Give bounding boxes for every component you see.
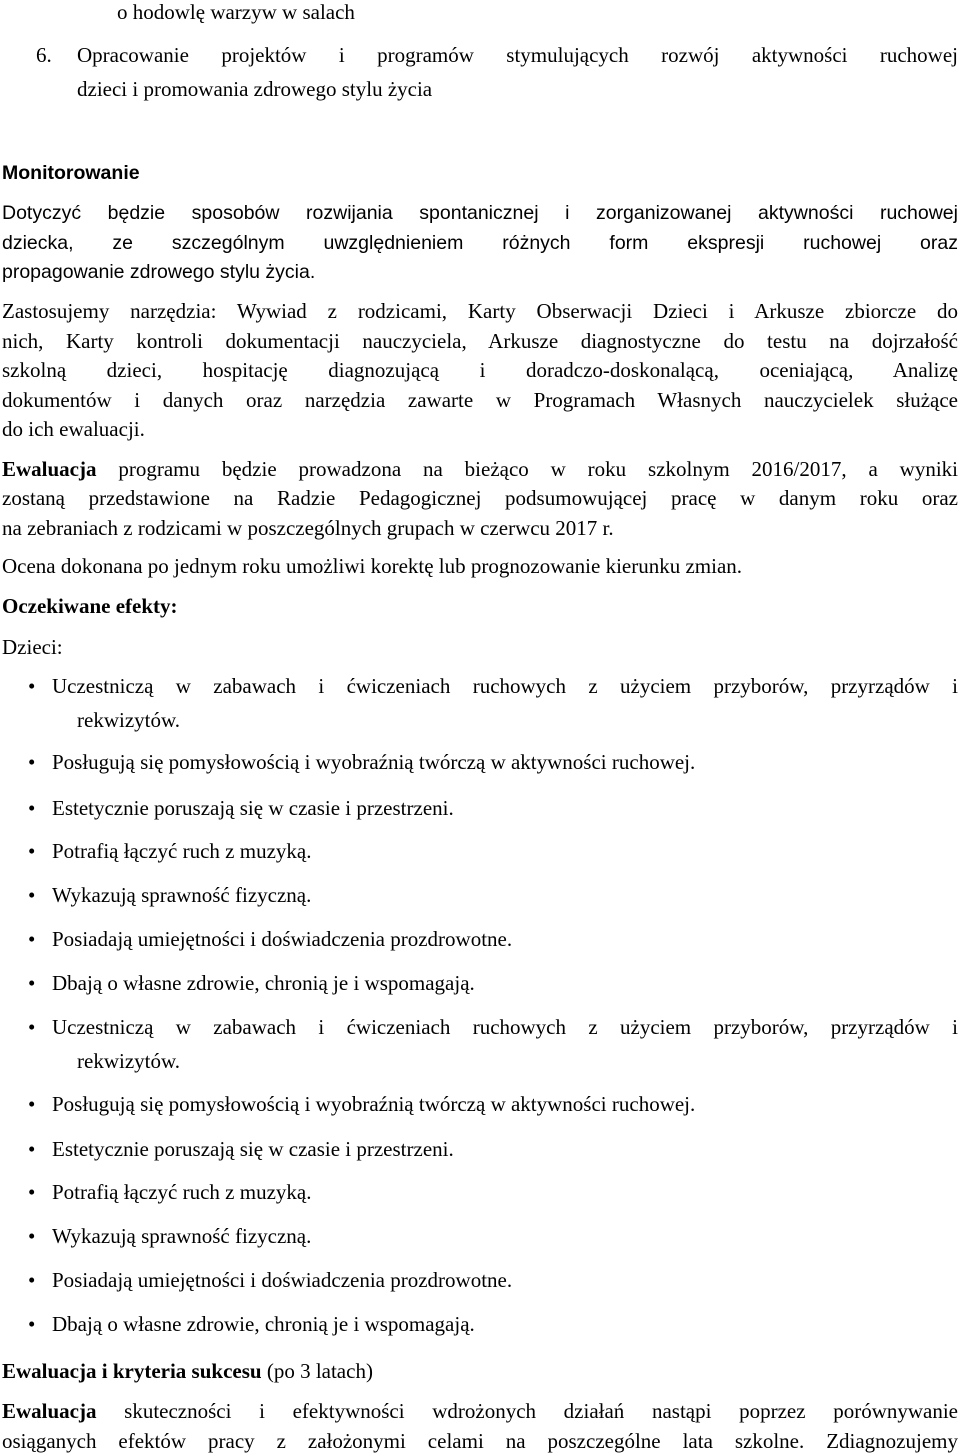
list-item-line1: Wykazują sprawność fizyczną. xyxy=(52,1224,312,1248)
label-dzieci: Dzieci: xyxy=(2,635,63,659)
paragraph-line: na zebraniach z rodzicami w poszczególnych grupach w czerwcu 2017 r. xyxy=(2,516,614,540)
paragraph-text: zostaną przedstawione na Radzie Pedagogicznej podsumowującej pracę w danym roku oraz xyxy=(2,486,958,510)
list-item-text xyxy=(52,882,958,908)
paragraph-text: nich, Karty kontroli dokumentacji nauczyciela, Arkusze diagnostyczne do testu na dojrzałość xyxy=(2,329,958,353)
paragraph-line: do ich ewaluacji. xyxy=(2,417,145,441)
bullet-icon: • xyxy=(28,750,36,774)
list-item-line1: Dbają o własne zdrowie, chronią je i wspomagają. xyxy=(52,1312,475,1336)
list-item-line1: Estetycznie poruszają się w czasie i przestrzeni. xyxy=(52,1137,454,1161)
list-item-text xyxy=(52,1311,958,1337)
bullet-icon: • xyxy=(28,971,36,995)
list-item-line1: Posiadają umiejętności i doświadczenia prozdrowotne. xyxy=(52,927,513,951)
list-item-6-text: Opracowanie projektów i programów stymulujących rozwój aktywności ruchowej xyxy=(77,43,958,67)
bullet-icon: • xyxy=(28,839,36,863)
list-item-text xyxy=(52,1179,958,1205)
list-item-text xyxy=(52,1223,958,1249)
paragraph-line xyxy=(2,328,958,354)
paragraph-text: szkolną dzieci, hospitację diagnozującą i doradczo-doskonalącą, oceniającą, Analizę xyxy=(2,358,958,382)
bullet-icon: • xyxy=(28,1312,36,1336)
list-item-line1: Uczestniczą w zabawach i ćwiczeniach ruchowych z użyciem przyborów, przyrządów i xyxy=(52,1015,958,1039)
paragraph-text xyxy=(2,1398,958,1424)
list-item-continuation: o hodowlę warzyw w salach xyxy=(117,0,355,24)
paragraph-text xyxy=(2,456,958,482)
list-item-line2: rekwizytów. xyxy=(77,708,181,732)
section-heading-monitorowanie: Monitorowanie xyxy=(2,162,140,184)
section-heading-efekty: Oczekiwane efekty: xyxy=(2,594,178,618)
paragraph-line xyxy=(2,456,958,482)
paragraph-line: propagowanie zdrowego stylu życia. xyxy=(2,261,316,283)
paragraph-ocena: Ocena dokonana po jednym roku umożliwi korektę lub prognozowanie kierunku zmian. xyxy=(2,554,743,578)
list-item-text xyxy=(52,795,958,821)
bullet-icon: • xyxy=(28,1224,36,1248)
bullet-icon: • xyxy=(28,674,36,698)
paragraph-text: osiąganych efektów pracy z założonymi celami na poszczególne lata szkolne. Zdiagnozujemy xyxy=(2,1429,958,1453)
list-item-text xyxy=(52,838,958,864)
heading-rest: (po 3 latach) xyxy=(261,1359,373,1383)
paragraph-line xyxy=(2,357,958,383)
list-item-line1: Uczestniczą w zabawach i ćwiczeniach ruchowych z użyciem przyborów, przyrządów i xyxy=(52,674,958,698)
list-item-text xyxy=(52,970,958,996)
paragraph-text: dokumentów i danych oraz narzędzia zawarte w Programach Własnych nauczycielek służące xyxy=(2,388,958,412)
bullet-icon: • xyxy=(28,1092,36,1116)
bullet-icon: • xyxy=(28,1137,36,1161)
paragraph-line xyxy=(2,298,958,324)
list-item-line1: Potrafią łączyć ruch z muzyką. xyxy=(52,1180,312,1204)
bullet-icon: • xyxy=(28,796,36,820)
paragraph-line xyxy=(2,1428,958,1454)
bullet-icon: • xyxy=(28,883,36,907)
list-item-text xyxy=(52,749,958,775)
list-item-6-line1 xyxy=(77,42,958,68)
bullet-icon: • xyxy=(28,1015,36,1039)
list-item-text xyxy=(52,1091,958,1117)
list-item-text xyxy=(52,673,958,699)
bold-term: Ewaluacja xyxy=(2,1399,97,1423)
list-item-line1: Posiadają umiejętności i doświadczenia prozdrowotne. xyxy=(52,1268,513,1292)
paragraph-line xyxy=(2,230,958,256)
bold-term: Ewaluacja i kryteria sukcesu xyxy=(2,1359,262,1383)
paragraph-text: dziecka, ze szczególnym uwzględnieniem różnych form ekspresji ruchowej oraz xyxy=(2,232,958,254)
bullet-icon: • xyxy=(28,927,36,951)
list-item-text xyxy=(52,1267,958,1293)
paragraph-line xyxy=(2,485,958,511)
list-item-line2: rekwizytów. xyxy=(77,1049,181,1073)
paragraph-line xyxy=(2,1398,958,1424)
list-item-number: 6. xyxy=(36,43,52,67)
list-item-line1: Estetycznie poruszają się w czasie i przestrzeni. xyxy=(52,796,454,820)
list-item-6-line2: dzieci i promowania zdrowego stylu życia xyxy=(77,77,433,101)
bullet-icon: • xyxy=(28,1180,36,1204)
list-item-line1: Posługują się pomysłowością i wyobraźnią twórczą w aktywności ruchowej. xyxy=(52,750,696,774)
bullet-icon: • xyxy=(28,1268,36,1292)
list-item-line1: Dbają o własne zdrowie, chronią je i wspomagają. xyxy=(52,971,475,995)
section-heading-kryteria xyxy=(2,1358,373,1384)
paragraph-text: Dotyczyć będzie sposobów rozwijania spontanicznej i zorganizowanej aktywności ruchowej xyxy=(2,202,958,224)
bold-term: Ewaluacja xyxy=(2,457,97,481)
list-item-line1: Potrafią łączyć ruch z muzyką. xyxy=(52,839,312,863)
list-item-line1: Wykazują sprawność fizyczną. xyxy=(52,883,312,907)
list-item-text xyxy=(52,1136,958,1162)
paragraph-text-rest: programu będzie prowadzona na bieżąco w roku szkolnym 2016/2017, a wyniki xyxy=(96,457,958,481)
paragraph-text-rest: skuteczności i efektywności wdrożonych działań nastąpi poprzez porównywanie xyxy=(96,1399,958,1423)
list-item-text xyxy=(52,926,958,952)
paragraph-line xyxy=(2,387,958,413)
paragraph-text: Zastosujemy narzędzia: Wywiad z rodzicami, Karty Obserwacji Dzieci i Arkusze zbiorcze do xyxy=(2,299,958,323)
paragraph-line xyxy=(2,200,958,226)
list-item-line1: Posługują się pomysłowością i wyobraźnią twórczą w aktywności ruchowej. xyxy=(52,1092,696,1116)
list-item-text xyxy=(52,1014,958,1040)
